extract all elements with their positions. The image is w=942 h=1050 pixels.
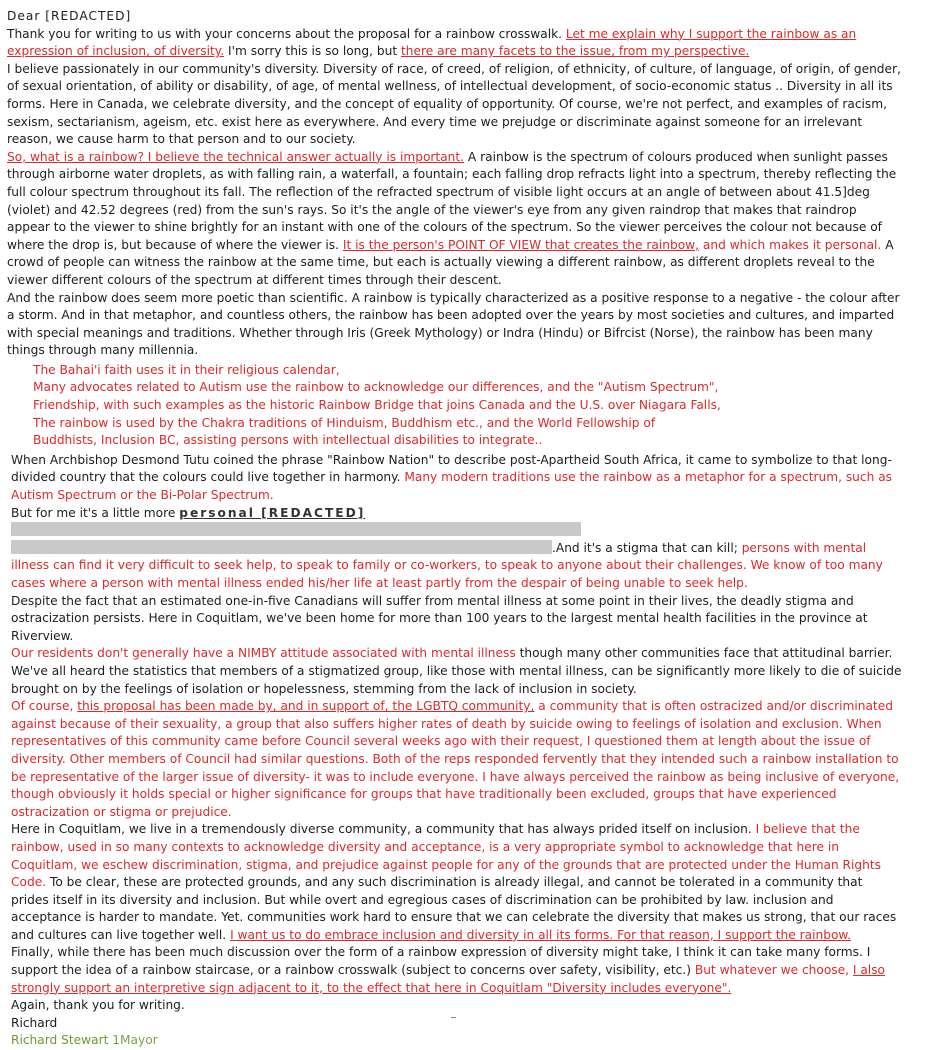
nimby-note: Our residents don't generally have a NIMBY attitude associated with mental illness <box>11 646 516 661</box>
coquitlam-text: Here in Coquitlam, we live in a tremendously diverse community, a community that has always prided itself on inclusion. <box>11 822 756 837</box>
paragraph-personal <box>7 505 902 593</box>
signature-name: Richard Stewart <box>11 1033 109 1048</box>
signature-role: 1Mayor <box>112 1033 158 1048</box>
paragraph-nimby <box>7 645 902 698</box>
paragraph-intro <box>7 26 902 61</box>
list-item: Buddhists, Inclusion BC, assisting persons with intellectual disabilities to integrate.. <box>33 433 543 448</box>
rainbow-question: So, what is a rainbow? I believe the technical answer actually is important. <box>7 149 465 164</box>
intro-text-2: I'm sorry this is so long, but <box>224 44 401 59</box>
list-item: Many advocates related to Autism use the rainbow to acknowledge our differences, and the "Autism Spectrum", <box>33 380 719 395</box>
point-of-view: It is the person's POINT OF VIEW that creates the rainbow, <box>342 237 700 252</box>
redacted-label: personal [REDACTED] <box>179 505 366 520</box>
list-item: The rainbow is used by the Chakra traditions of Hinduism, Buddhism etc., and the World Fellowship of <box>33 415 656 430</box>
sign-support: I also strongly support an interpretive sign adjacent to it, to the effect that here in Coquitlam "Diversity includes everyone". <box>11 963 886 995</box>
tutu-text: When Archbishop Desmond Tutu coined the phrase "Rainbow Nation" to describe post-Apartheid South Africa, it came to symbolize to that long-divided country that the colours could live together in harmony. <box>11 452 892 485</box>
nimby-text: though many other communities face that attitudinal barrier. We've all heard the statistics that members of a stigmatized group, like those with mental illness, can be significantly more likely to die of suicide brought on by the feelings of isolation or hopelessness, stemming from the lack of inclusion in society. <box>11 646 902 696</box>
intro-text: Thank you for writing to us with your concerns about the proposal for a rainbow crosswalk. <box>7 26 566 41</box>
personal-note: and which makes it personal. <box>699 237 882 252</box>
list-item: The Bahai'i faith uses it in their religious calendar, <box>33 362 340 377</box>
mental-illness-note: persons with mental illness can find it very difficult to seek help, to speak to family or co-workers, to speak to anyone about their challenges. We know of too many cases where a person with mental illness ended his/her life at least partly from the despair of being unable to seek help. <box>11 540 883 590</box>
lgbtq-proposal: this proposal has been made by, and in support of, the LGBTQ community, <box>77 699 535 714</box>
stigma-text: .And it's a stigma that can kill; <box>552 540 742 555</box>
spectrum-note: Many modern traditions use the rainbow as a metaphor for a spectrum, such as Autism Spectrum or the Bi-Polar Spectrum. <box>11 470 893 503</box>
rainbow-explanation-2: A crowd of people can witness the rainbow at the same time, but each is actually viewing a different rainbow, as different droplets reveal to the viewer different colours of the spectrum at different times through their descent. <box>7 237 894 287</box>
letter-body <box>7 8 902 1050</box>
intro-highlight-2: there are many facets to the issue, from my perspective. <box>401 44 750 59</box>
signature <box>7 1032 902 1050</box>
paragraph-diversity: I believe passionately in our community's diversity. Diversity of race, of creed, of religion, of ethnicity, of culture, of language, of origin, of gender, of sexual orientation, of ability or disability, of age, of mental wellness, of intellectual development, of socio-economic status .. Diversity in all its forms. Here in Canada, we celebrate diversity, and the concept of equality of opportunity. Of course, we're not perfect, and examples of racism, sexism, sectarianism, ageism, etc. exist here as everywhere. And every time we prejudge or discriminate against someone for an irrelevant reason, we cause harm to that person and to our society. <box>7 61 901 147</box>
paragraph-rainbow-science <box>7 149 902 290</box>
paragraph-statistics: Despite the fact that an estimated one-in-five Canadians will suffer from mental illness at some point in their lives, the deadly stigma and ostracization persists. Here in Coquitlam, we've been home for more than 100 years to the largest mental health facilities in the province at Riverview. <box>11 593 868 643</box>
rainbow-explanation: A rainbow is the spectrum of colours produced when sunlight passes through airborne water droplets, as with falling rain, a waterfall, a fountain; each falling drop refracts light into a spectrum, thereby reflecting the full colour spectrum throughout its fall. The reflection of the refracted spectrum of visible light occurs at an angle of between about 41.5]deg (violet) and 42.52 degrees (red) from the sun's rays. So it's the angle of the viewer's eye from any given raindrop that makes that raindrop appear to the viewer to shine brightly for an instant with one of the colours of the spectrum. So the viewer perceives the colour not because of where the drop is, but because of where the viewer is. <box>7 149 897 252</box>
list-item: Friendship, with such examples as the historic Rainbow Bridge that joins Canada and the U.S. over Niagara Falls, <box>33 398 721 413</box>
closing: Again, thank you for writing. <box>11 998 185 1013</box>
lgbtq-intro: Of course, <box>11 699 78 714</box>
paragraph-finally <box>7 944 902 997</box>
redaction-bar <box>11 540 552 554</box>
personal-intro: But for me it's a little more <box>11 505 180 520</box>
paragraph-coquitlam <box>7 821 902 944</box>
rainbow-symbol-note: I believe that the rainbow, used in so many contexts to acknowledge diversity and acceptance, is a very appropriate symbol to acknowledge that here in Coquitlam, we eschew discrimination, stigma, and prejudice against people for any of the grounds that are protected under the Human Rights Code. <box>11 822 882 890</box>
support-statement: I want us to do embrace inclusion and diversity in all its forms. For that reason, I support the rainbow. <box>230 927 852 942</box>
intro-highlight: Let me explain why I support the rainbow as an expression of inclusion, of diversity. <box>7 26 857 59</box>
lgbtq-text: a community that is often ostracized and/or discriminated against because of their sexuality, a group that also suffers higher rates of death by suicide owing to feelings of isolation and exclusion. When representatives of this community came before Council several weeks ago with their request, I questioned them at length about the issue of diversity. Other members of Council had similar questions. Both of the reps responded fervently that they intended such a rainbow installation to be representative of the larger issue of diversity- it was to include everyone. I have always perceived the rainbow as being inclusive of everyone, though obviously it holds special or higher significance for groups that have traditionally been excluded, groups that have experienced ostracization or stigma or prejudice. <box>11 699 900 819</box>
page-mark <box>451 1017 456 1022</box>
signoff: Richard <box>11 1015 58 1030</box>
paragraph-tutu <box>7 452 902 505</box>
coquitlam-text-2: To be clear, these are protected grounds, and any such discrimination is already illegal, and cannot be tolerated in a community that prides itself in its diversity and inclusion. But while overt and egregious cases of discrimination can be prohibited by law. inclusion and acceptance is harder to mandate. Yet. communities work hard to ensure that we can celebrate the diversity that makes us strong, that our races and cultures can live together well. <box>11 875 897 942</box>
greeting: Dear [REDACTED] <box>7 9 132 23</box>
redaction-bar <box>11 522 581 536</box>
paragraph-rainbow-poetic: And the rainbow does seem more poetic than scientific. A rainbow is typically characterized as a positive response to a negative - the colour after a storm. And in that metaphor, and countless others, the rainbow has been adopted over the years by most societies and cultures, and imparted with special meanings and traditions. Whether through Iris (Greek Mythology) or Indra (Hindu) or Bifrcist (Norse), the rainbow has been many things through many millennia. <box>7 290 900 358</box>
finally-text: Finally, while there has been much discussion over the form of a rainbow expression of diversity might take, I think it can take many forms. I support the idea of a rainbow staircase, or a rainbow crosswalk (subject to concerns over safety, visibility, etc.) <box>11 945 871 978</box>
whatever-note: But whatever we choose, <box>694 963 853 978</box>
paragraph-lgbtq <box>7 698 902 821</box>
traditions-list <box>7 362 902 450</box>
